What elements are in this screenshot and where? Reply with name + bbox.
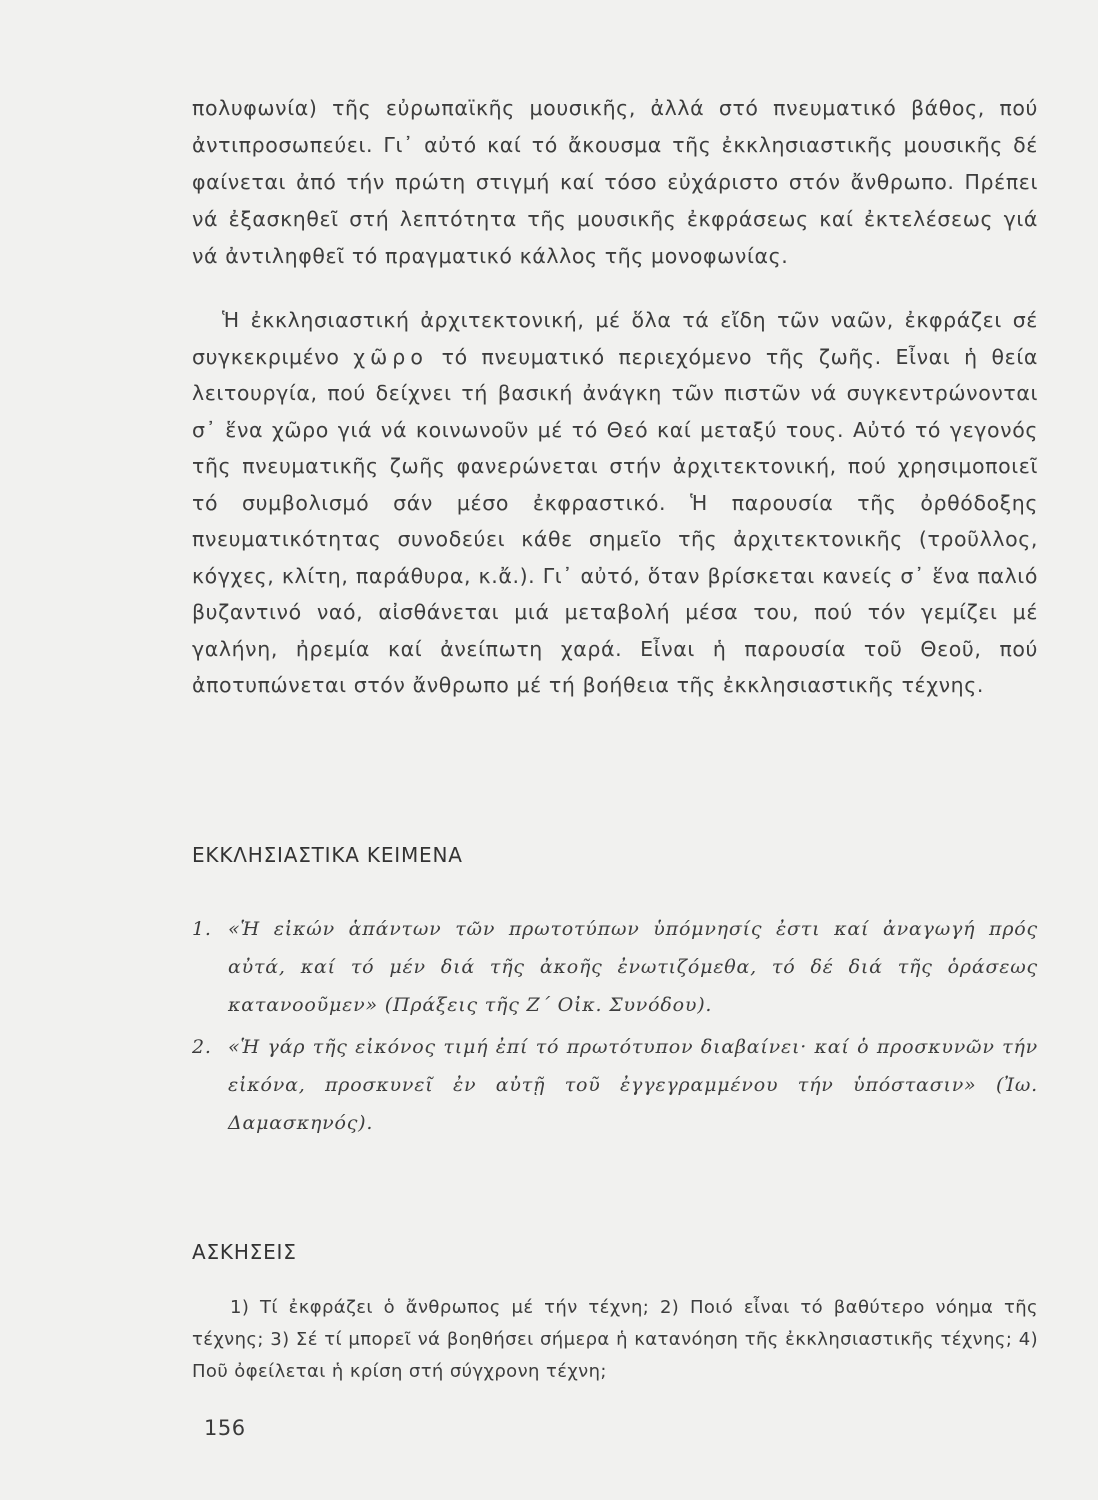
quote-item bbox=[192, 1028, 1038, 1142]
paragraph-polyphony: πολυφωνία) τῆς εὐρωπαϊκῆς μουσικῆς, ἀλλά στό πνευματικό βάθος, πού ἀντιπροσωπεύει. Γι᾽ αὐτό καί τό ἄκουσμα τῆς ἐκκλησιαστικῆς μουσικῆς δέ φαίνεται ἀπό τήν πρώτη στιγμή καί τόσο εὐχάριστο στόν ἄνθρωπο. Πρέπει νά ἐξασκηθεῖ στή λεπτότητα τῆς μουσικῆς ἐκφράσεως καί ἐκτελέσεως γιά νά ἀντιληφθεῖ τό πραγματικό κάλλος τῆς μονοφωνίας. bbox=[192, 96, 1038, 268]
quotes-list bbox=[192, 910, 1038, 1142]
paragraph-architecture-part2: τό πνευματικό περιεχόμενο τῆς ζωῆς. Εἶναι ἡ θεία λειτουργία, πού δείχνει τή βασική ἀνάγκη τῶν πιστῶν νά συγκεντρώνονται σ᾽ ἕνα χῶρο γιά νά κοινωνοῦν μέ τό Θεό καί μεταξύ τους. Αὐτό τό γεγονός τῆς πνευματικῆς ζωῆς φανερώνεται στήν ἀρχιτεκτονική, πού χρησιμοποιεῖ τό συμβολισμό σάν μέσο ἐκφραστικό. Ἡ παρουσία τῆς ὀρθόδοξης πνευματικότητας συνοδεύει κάθε σημεῖο τῆς ἀρχιτεκτονικῆς (τροῦλλος, κόγχες, κλίτη, παράθυρα, κ.ἄ.). Γι᾽ αὐτό, ὅταν βρίσκεται κανείς σ᾽ ἕνα παλιό βυζαντινό ναό, αἰσθάνεται μιά μεταβολή μέσα του, πού τόν γεμίζει μέ γαλήνη, ἠρεμία καί ἀνείπωτη χαρά. Εἶναι ἡ παρουσία τοῦ Θεοῦ, πού ἀποτυπώνεται στόν ἄνθρωπο μέ τή βοήθεια τῆς ἐκκλησιαστικῆς τέχνης. bbox=[192, 344, 1038, 697]
quote-item bbox=[192, 910, 1038, 1024]
section-heading-exercises: ΑΣΚΗΣΕΙΣ bbox=[192, 1240, 297, 1264]
quote-text: «Ἡ εἰκών ἁπάντων τῶν πρωτοτύπων ὑπόμνησίς ἐστι καί ἀναγωγή πρός αὐτά, καί τό μέν διά τῆς ἀκοῆς ἐνωτιζόμεθα, τό δέ διά τῆς ὁράσεως κατανοοῦμεν» (Πράξεις τῆς Ζ΄ Οἰκ. Συνόδου). bbox=[228, 918, 1038, 1016]
paragraph-architecture bbox=[192, 302, 1038, 704]
quote-number: 2. bbox=[192, 1036, 212, 1058]
quote-text: «Ἡ γάρ τῆς εἰκόνος τιμή ἐπί τό πρωτότυπον διαβαίνει· καί ὁ προσκυνῶν τήν εἰκόνα, προσκυνεῖ ἐν αὐτῇ τοῦ ἐγγεγραμμένου τήν ὑπόστασιν» (Ἰω. Δαμασκηνός). bbox=[228, 1036, 1038, 1134]
quote-number: 1. bbox=[192, 918, 212, 940]
section-heading-church-texts: ΕΚΚΛΗΣΙΑΣΤΙΚΑ ΚΕΙΜΕΝΑ bbox=[192, 843, 463, 867]
exercises-text: 1) Τί ἐκφράζει ὁ ἄνθρωπος μέ τήν τέχνη; 2) Ποιό εἶναι τό βαθύτερο νόημα τῆς τέχνης; 3) Σέ τί μπορεῖ νά βοηθήσει σήμερα ἡ κατανόηση τῆς ἐκκλησιαστικῆς τέχνης; 4) Ποῦ ὀφείλεται ἡ κρίση στή σύγχρονη τέχνη; bbox=[192, 1297, 1038, 1382]
page-number: 156 bbox=[204, 1416, 246, 1440]
emphasized-word: χῶρο bbox=[353, 344, 428, 369]
paragraph-architecture-part1: Ἡ ἐκκλησιαστική ἀρχιτεκτονική, μέ ὅλα τά εἴδη τῶν ναῶν, ἐκφράζει σέ συγκεκριμένο bbox=[192, 308, 1038, 369]
